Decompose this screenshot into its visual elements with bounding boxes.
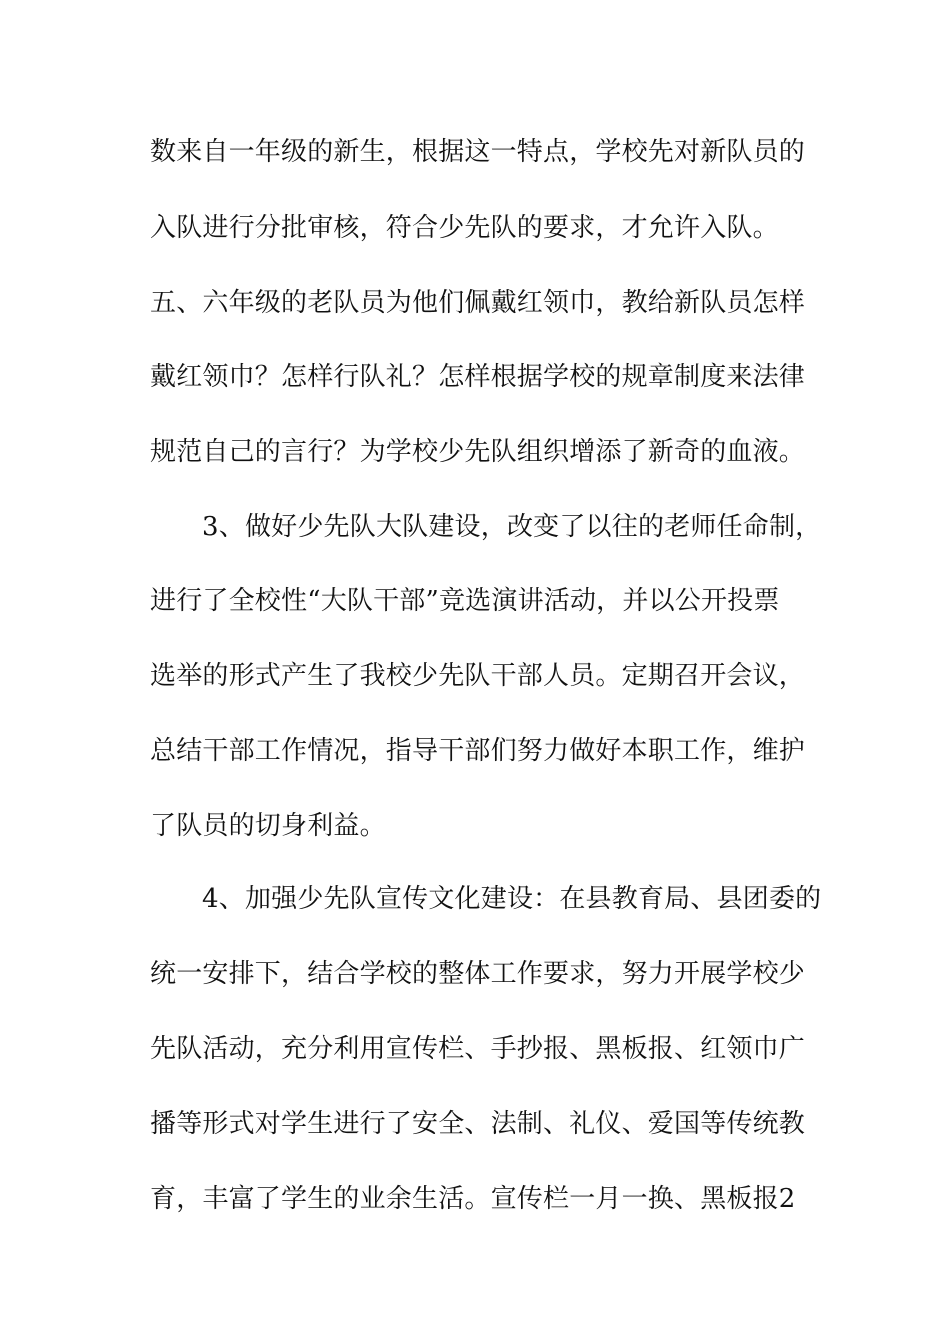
text-line: 先队活动，充分利用宣传栏、手抄报、黑板报、红领巾广 xyxy=(150,1034,806,1064)
text-line: 统一安排下，结合学校的整体工作要求，努力开展学校少 xyxy=(150,959,806,989)
text-line: 了队员的切身利益。 xyxy=(150,811,386,841)
text-line: 进行了全校性“大队干部”竞选演讲活动，并以公开投票 xyxy=(150,586,780,616)
text-line: 育，丰富了学生的业余生活。宣传栏一月一换、黑板报2 xyxy=(150,1184,796,1214)
text-line: 选举的形式产生了我校少先队干部人员。定期召开会议， xyxy=(150,661,806,691)
paragraph-start-line: 3、做好少先队大队建设，改变了以往的老师任命制， xyxy=(202,512,822,542)
text-line: 总结干部工作情况，指导干部们努力做好本职工作，维护 xyxy=(150,736,806,766)
text-line: 入队进行分批审核，符合少先队的要求，才允许入队。 xyxy=(150,213,779,243)
text-line: 规范自己的言行？为学校少先队组织增添了新奇的血液。 xyxy=(150,437,806,467)
paragraph-start-line: 4、加强少先队宣传文化建设：在县教育局、县团委的 xyxy=(202,884,822,914)
text-line: 数来自一年级的新生，根据这一特点，学校先对新队员的 xyxy=(150,137,806,167)
text-line: 播等形式对学生进行了安全、法制、礼仪、爱国等传统教 xyxy=(150,1109,806,1139)
text-line: 五、六年级的老队员为他们佩戴红领巾，教给新队员怎样 xyxy=(150,288,806,318)
text-line: 戴红领巾？怎样行队礼？怎样根据学校的规章制度来法律 xyxy=(150,362,806,392)
